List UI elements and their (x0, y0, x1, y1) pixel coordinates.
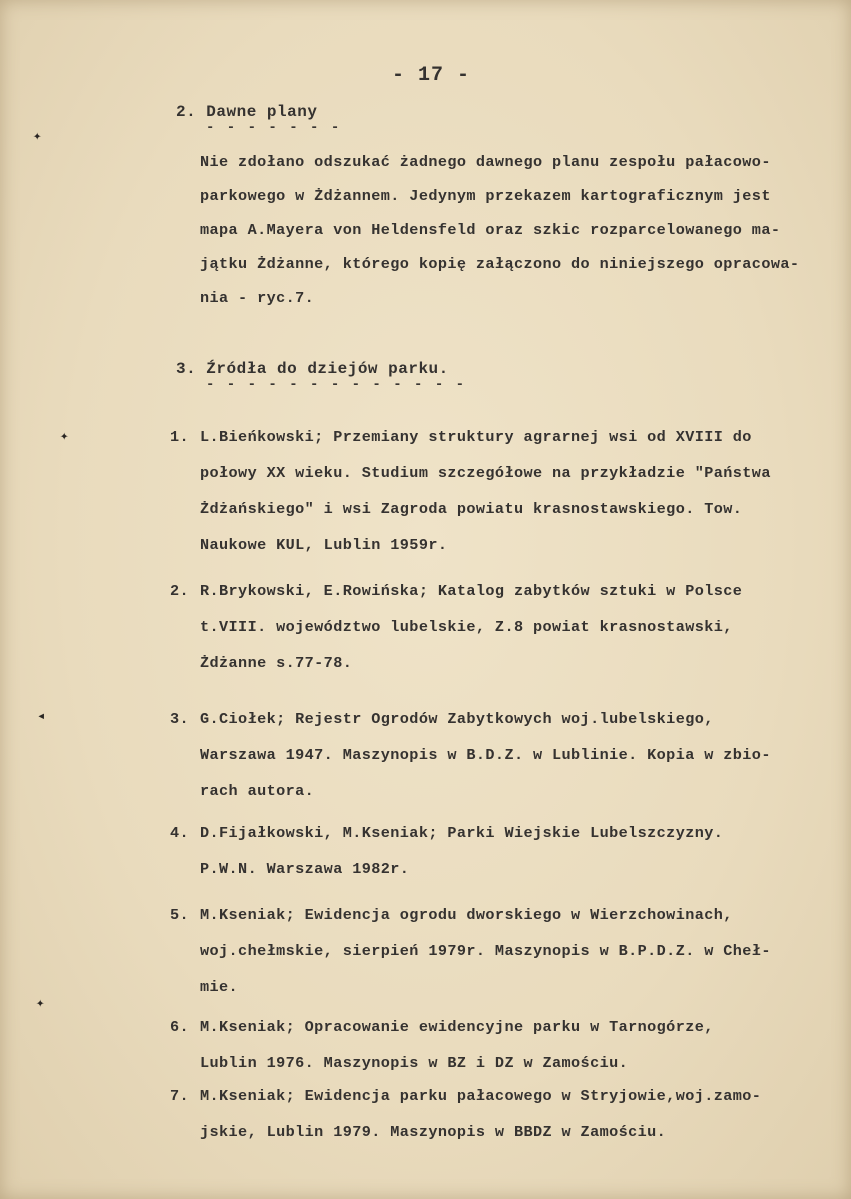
reference-line: M.Kseniak; Opracowanie ewidencyjne parku w Tarnogórze, (200, 1018, 714, 1036)
reference-line: P.W.N. Warszawa 1982r. (200, 860, 410, 878)
reference-line: mie. (200, 978, 239, 996)
reference-line: Lublin 1976. Maszynopis w BZ i DZ w Zamościu. (200, 1054, 629, 1072)
reference-number: 6. (170, 1018, 190, 1036)
reference-line: rach autora. (200, 782, 315, 800)
paragraph-line: parkowego w Żdżannem. Jedynym przekazem kartograficznym jest (200, 187, 771, 205)
page-number: - 17 - (392, 64, 471, 87)
reference-number: 7. (170, 1087, 190, 1105)
hole-mark-icon: ◂ (37, 709, 46, 725)
hole-mark-icon: ✦ (60, 429, 69, 445)
reference-line: jskie, Lublin 1979. Maszynopis w BBDZ w Zamościu. (200, 1123, 667, 1141)
reference-line: D.Fijałkowski, M.Kseniak; Parki Wiejskie Lubelszczyzny. (200, 824, 724, 842)
section-heading-dawne-plany: 2. Dawne plany (176, 103, 318, 121)
reference-number: 5. (170, 906, 190, 924)
heading-underline: - - - - - - - (206, 120, 342, 136)
hole-mark-icon: ✦ (36, 996, 45, 1012)
paragraph-line: Nie zdołano odszukać żadnego dawnego planu zespołu pałacowo- (200, 153, 771, 171)
reference-line: Żdżańskiego" i wsi Zagroda powiatu krasnostawskiego. Tow. (200, 500, 743, 518)
reference-number: 1. (170, 428, 190, 446)
section-paragraph (200, 145, 822, 315)
reference-line: L.Bieńkowski; Przemiany struktury agrarnej wsi od XVIII do (200, 428, 752, 446)
reference-line: M.Kseniak; Ewidencja ogrodu dworskiego w Wierzchowinach, (200, 906, 733, 924)
reference-number: 4. (170, 824, 190, 842)
hole-mark-icon: ✦ (33, 129, 42, 145)
reference-line: woj.chełmskie, sierpień 1979r. Maszynopis w B.P.D.Z. w Cheł- (200, 942, 771, 960)
section-heading-zrodla: 3. Źródła do dziejów parku. (176, 360, 449, 378)
reference-line: M.Kseniak; Ewidencja parku pałacowego w Stryjowie,woj.zamo- (200, 1087, 762, 1105)
reference-line: R.Brykowski, E.Rowińska; Katalog zabytków sztuki w Polsce (200, 582, 743, 600)
reference-line: połowy XX wieku. Studium szczegółowe na przykładzie "Państwa (200, 464, 771, 482)
reference-line: t.VIII. województwo lubelskie, Z.8 powiat krasnostawski, (200, 618, 733, 636)
reference-line: Warszawa 1947. Maszynopis w B.D.Z. w Lublinie. Kopia w zbio- (200, 746, 771, 764)
reference-line: Naukowe KUL, Lublin 1959r. (200, 536, 448, 554)
paragraph-line: mapa A.Mayera von Heldensfeld oraz szkic rozparcelowanego ma- (200, 221, 781, 239)
paragraph-line: nia - ryc.7. (200, 289, 315, 307)
reference-line: G.Ciołek; Rejestr Ogrodów Zabytkowych woj.lubelskiego, (200, 710, 714, 728)
reference-line: Żdżanne s.77-78. (200, 654, 353, 672)
reference-number: 3. (170, 710, 190, 728)
paragraph-line: jątku Żdżanne, którego kopię załączono do niniejszego opracowa- (200, 255, 800, 273)
heading-underline: - - - - - - - - - - - - - (206, 377, 467, 393)
reference-number: 2. (170, 582, 190, 600)
